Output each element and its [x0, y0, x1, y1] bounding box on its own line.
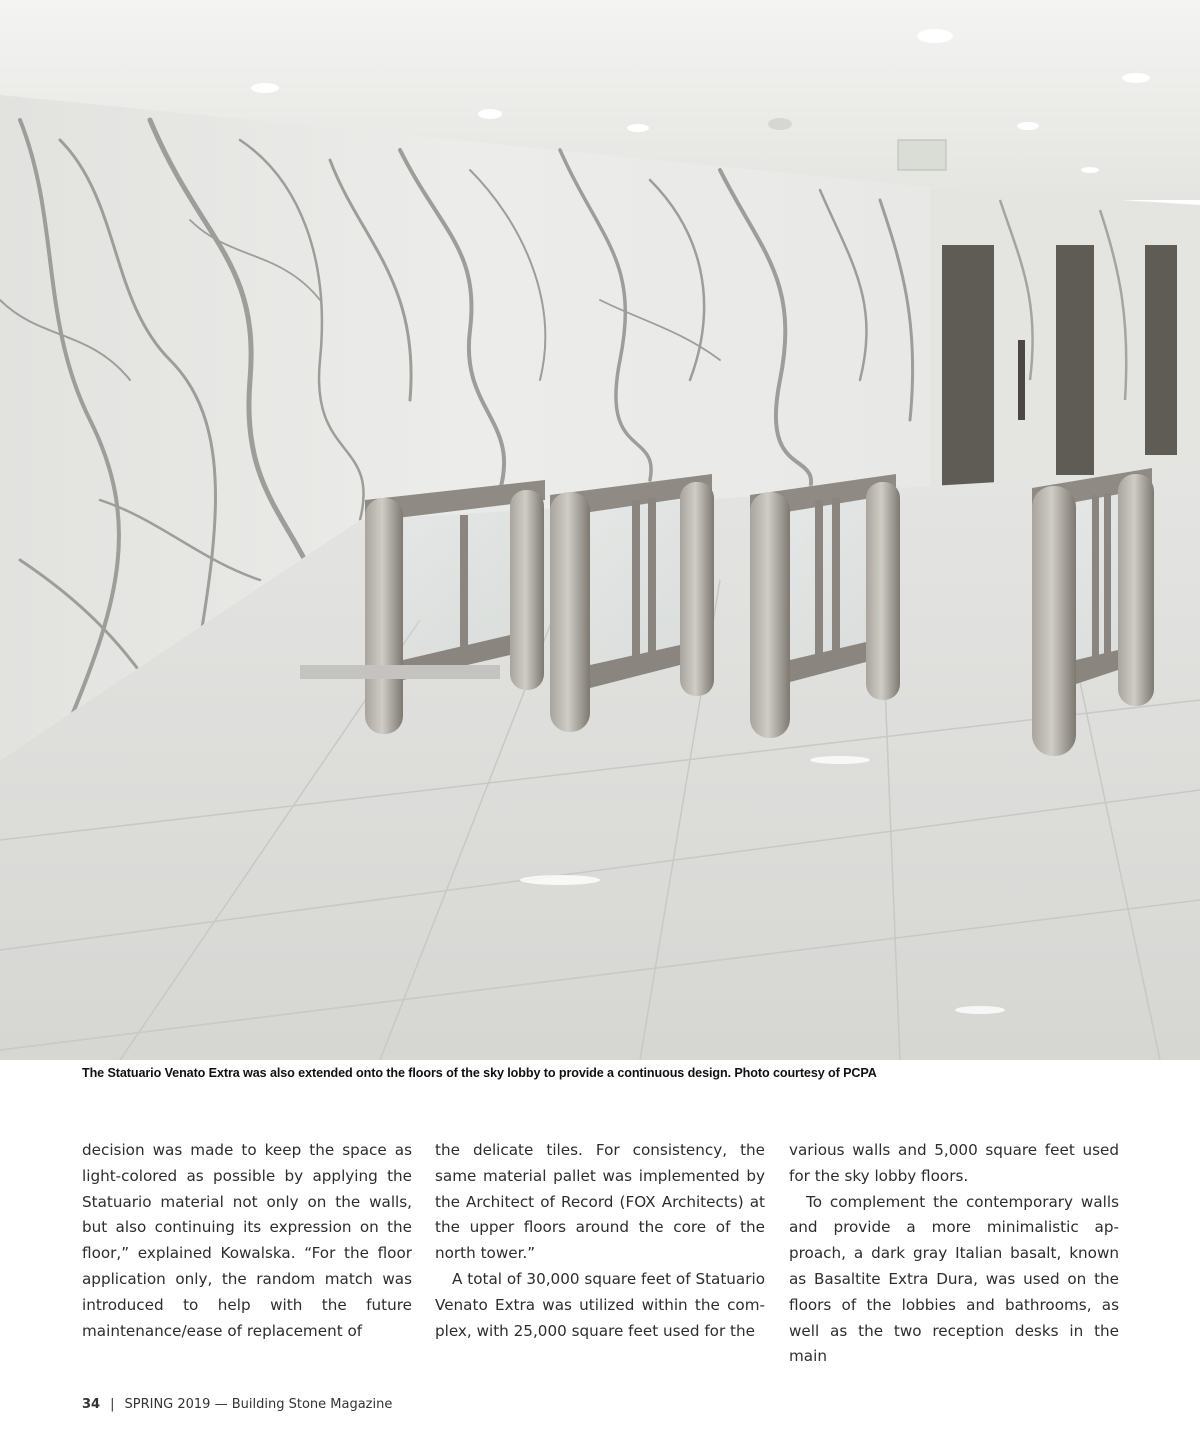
article-column-2 — [435, 1138, 765, 1344]
article-paragraph: the delicate tiles. For consistency, the same material pallet was implemented by the Architect of Record (FOX Architects) at the upper floors around the core of the north tower.” — [435, 1141, 765, 1263]
exit-sign — [898, 140, 946, 170]
publication-name: — Building Stone Magazine — [214, 1397, 393, 1412]
article-paragraph: various walls and 5,000 square feet used for the sky lobby floors. — [789, 1141, 1119, 1185]
article-paragraph: A total of 30,000 square feet of Statuario Venato Extra was utilized within the com-plex, with 25,000 square feet used for the — [435, 1269, 765, 1340]
issue-label: SPRING 2019 — [124, 1397, 211, 1412]
footer-separator: | — [110, 1397, 115, 1412]
page-footer — [82, 1397, 392, 1412]
page-number: 34 — [82, 1397, 101, 1412]
article-column-3 — [789, 1138, 1119, 1370]
photo-caption: The Statuario Venato Extra was also extended onto the floors of the sky lobby to provide a continuous design. Photo courtesy of PCPA — [82, 1066, 877, 1080]
article-paragraph: decision was made to keep the space as light-colored as possible by applying the Statuario material not only on the walls, but also continuing its expression on the floor,” explained Kowalska. “For the floor application only, the random match was introduced to help with the future maintenance/ease of replacement of — [82, 1141, 412, 1340]
article-column-1 — [82, 1138, 412, 1344]
article-paragraph: To complement the contemporary walls and provide a more minimalistic ap-proach, a dark gray Italian basalt, known as Basaltite Extra Dura, was used on the floors of the lobbies and bathrooms, as well as the two reception desks in the main — [789, 1192, 1119, 1366]
